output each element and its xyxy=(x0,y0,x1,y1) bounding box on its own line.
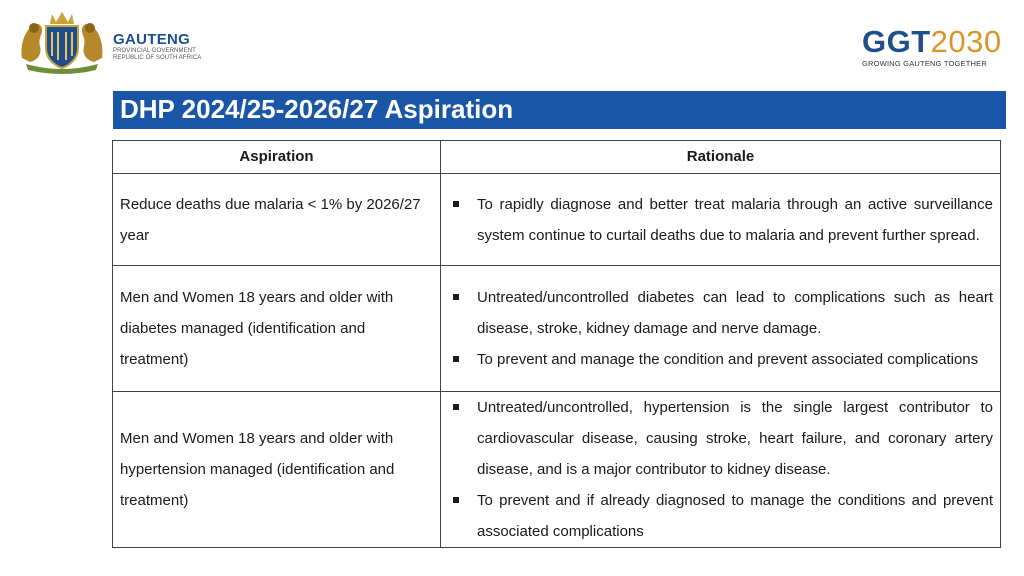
rationale-text: To prevent and manage the condition and prevent associated complications xyxy=(477,351,979,368)
rationale-cell xyxy=(441,392,1001,548)
rationale-cell xyxy=(441,266,1001,392)
table-row xyxy=(113,392,1001,548)
rationale-text: Untreated/uncontrolled diabetes can lead to complications such as heart disease, stroke, kidney damage and nerve damage. xyxy=(477,289,993,337)
ggt-text: GGT xyxy=(862,24,931,59)
rationale-cell xyxy=(441,174,1001,266)
table-row xyxy=(113,266,1001,392)
aspiration-header: Aspiration xyxy=(113,141,441,174)
rationale-header: Rationale xyxy=(441,141,1001,174)
rationale-bullet xyxy=(453,189,993,251)
rationale-bullet xyxy=(453,392,993,485)
ggt2030-tagline: GROWING GAUTENG TOGETHER xyxy=(862,59,987,68)
rationale-text: To rapidly diagnose and better treat malaria through an active surveillance system continue to curtail deaths due to malaria and prevent further spread. xyxy=(477,195,993,244)
aspiration-cell: Men and Women 18 years and older with diabetes managed (identification and treatment) xyxy=(113,266,441,392)
aspiration-cell: Reduce deaths due malaria < 1% by 2026/27 year xyxy=(113,174,441,266)
bullet-square-icon xyxy=(453,201,459,207)
aspiration-cell: Men and Women 18 years and older with hypertension managed (identification and treatment) xyxy=(113,392,441,548)
bullet-square-icon xyxy=(453,404,459,410)
rationale-text: Untreated/uncontrolled, hypertension is the single largest contributor to cardiovascular disease, causing stroke, heart failure, and coronary artery disease, and is a major contributor to kidney disease. xyxy=(477,399,993,478)
gauteng-name: GAUTENG xyxy=(113,31,191,48)
bullet-square-icon xyxy=(453,294,459,300)
gauteng-logo xyxy=(16,8,216,74)
rationale-bullet xyxy=(453,485,993,547)
ggt2030-wordmark xyxy=(862,26,1002,57)
aspiration-table xyxy=(112,140,1001,548)
bullet-square-icon xyxy=(453,356,459,362)
gauteng-subtitle-2: REPUBLIC OF SOUTH AFRICA xyxy=(113,55,202,61)
ggt2030-logo xyxy=(862,26,1002,70)
gauteng-subtitle-1: PROVINCIAL GOVERNMENT xyxy=(113,48,196,54)
gauteng-wordmark xyxy=(113,32,201,62)
year-text: 2030 xyxy=(930,24,1002,59)
rationale-text: To prevent and if already diagnosed to manage the conditions and prevent associated complications xyxy=(477,492,993,540)
rationale-bullet xyxy=(453,344,993,375)
coat-of-arms-icon xyxy=(16,8,108,74)
slide-title: DHP 2024/25-2026/27 Aspiration xyxy=(113,91,1006,129)
table-row xyxy=(113,174,1001,266)
bullet-square-icon xyxy=(453,497,459,503)
table-header-row xyxy=(113,141,1001,174)
rationale-bullet xyxy=(453,282,993,344)
